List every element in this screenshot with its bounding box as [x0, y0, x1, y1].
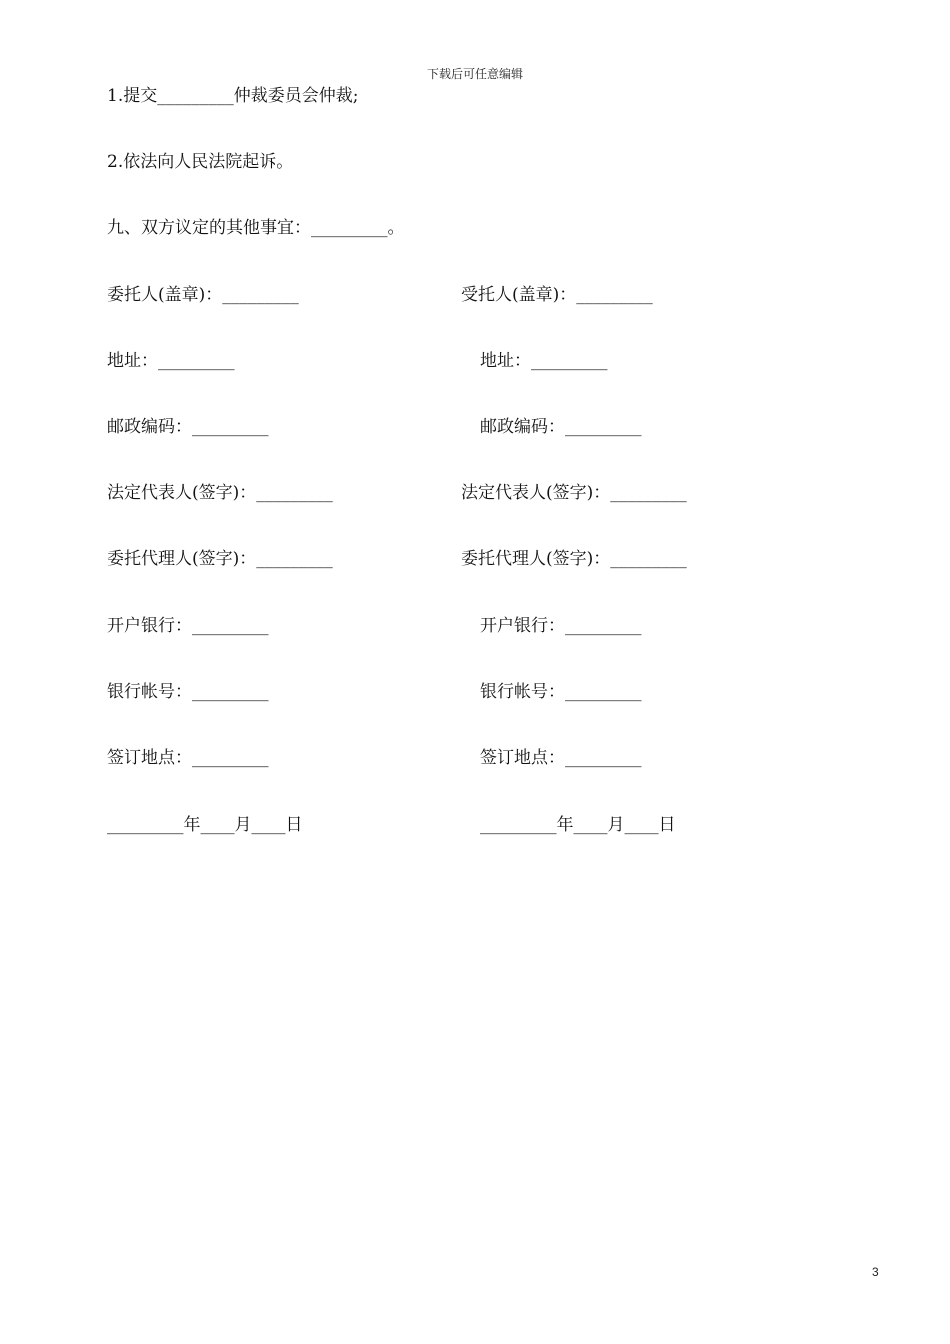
right-address: 地址：_________ — [480, 351, 608, 371]
left-party-seal: 委托人(盖章)：_________ — [107, 285, 299, 305]
left-place: 签订地点：_________ — [107, 748, 269, 768]
clause-item-1: 1.提交_________仲裁委员会仲裁; — [107, 86, 359, 106]
page-header: 下载后可任意编辑 — [426, 67, 523, 81]
clause-item-2: 2.依法向人民法院起诉。 — [107, 152, 294, 172]
left-legal-rep: 法定代表人(签字)：_________ — [107, 483, 333, 503]
right-date: _________年____月____日 — [480, 815, 676, 835]
page-number: 3 — [872, 1265, 879, 1279]
right-postcode: 邮政编码：_________ — [480, 417, 642, 437]
left-postcode: 邮政编码：_________ — [107, 417, 269, 437]
right-place: 签订地点：_________ — [480, 748, 642, 768]
right-party-seal: 受托人(盖章)：_________ — [461, 285, 653, 305]
right-bank: 开户银行：_________ — [480, 616, 642, 636]
left-bank: 开户银行：_________ — [107, 616, 269, 636]
left-address: 地址：_________ — [107, 351, 235, 371]
right-legal-rep: 法定代表人(签字)：_________ — [461, 483, 687, 503]
clause-item-9: 九、双方议定的其他事宜：_________。 — [107, 218, 405, 238]
left-account: 银行帐号：_________ — [107, 682, 269, 702]
right-account: 银行帐号：_________ — [480, 682, 642, 702]
left-date: _________年____月____日 — [107, 815, 303, 835]
right-agent: 委托代理人(签字)：_________ — [461, 549, 687, 569]
left-agent: 委托代理人(签字)：_________ — [107, 549, 333, 569]
